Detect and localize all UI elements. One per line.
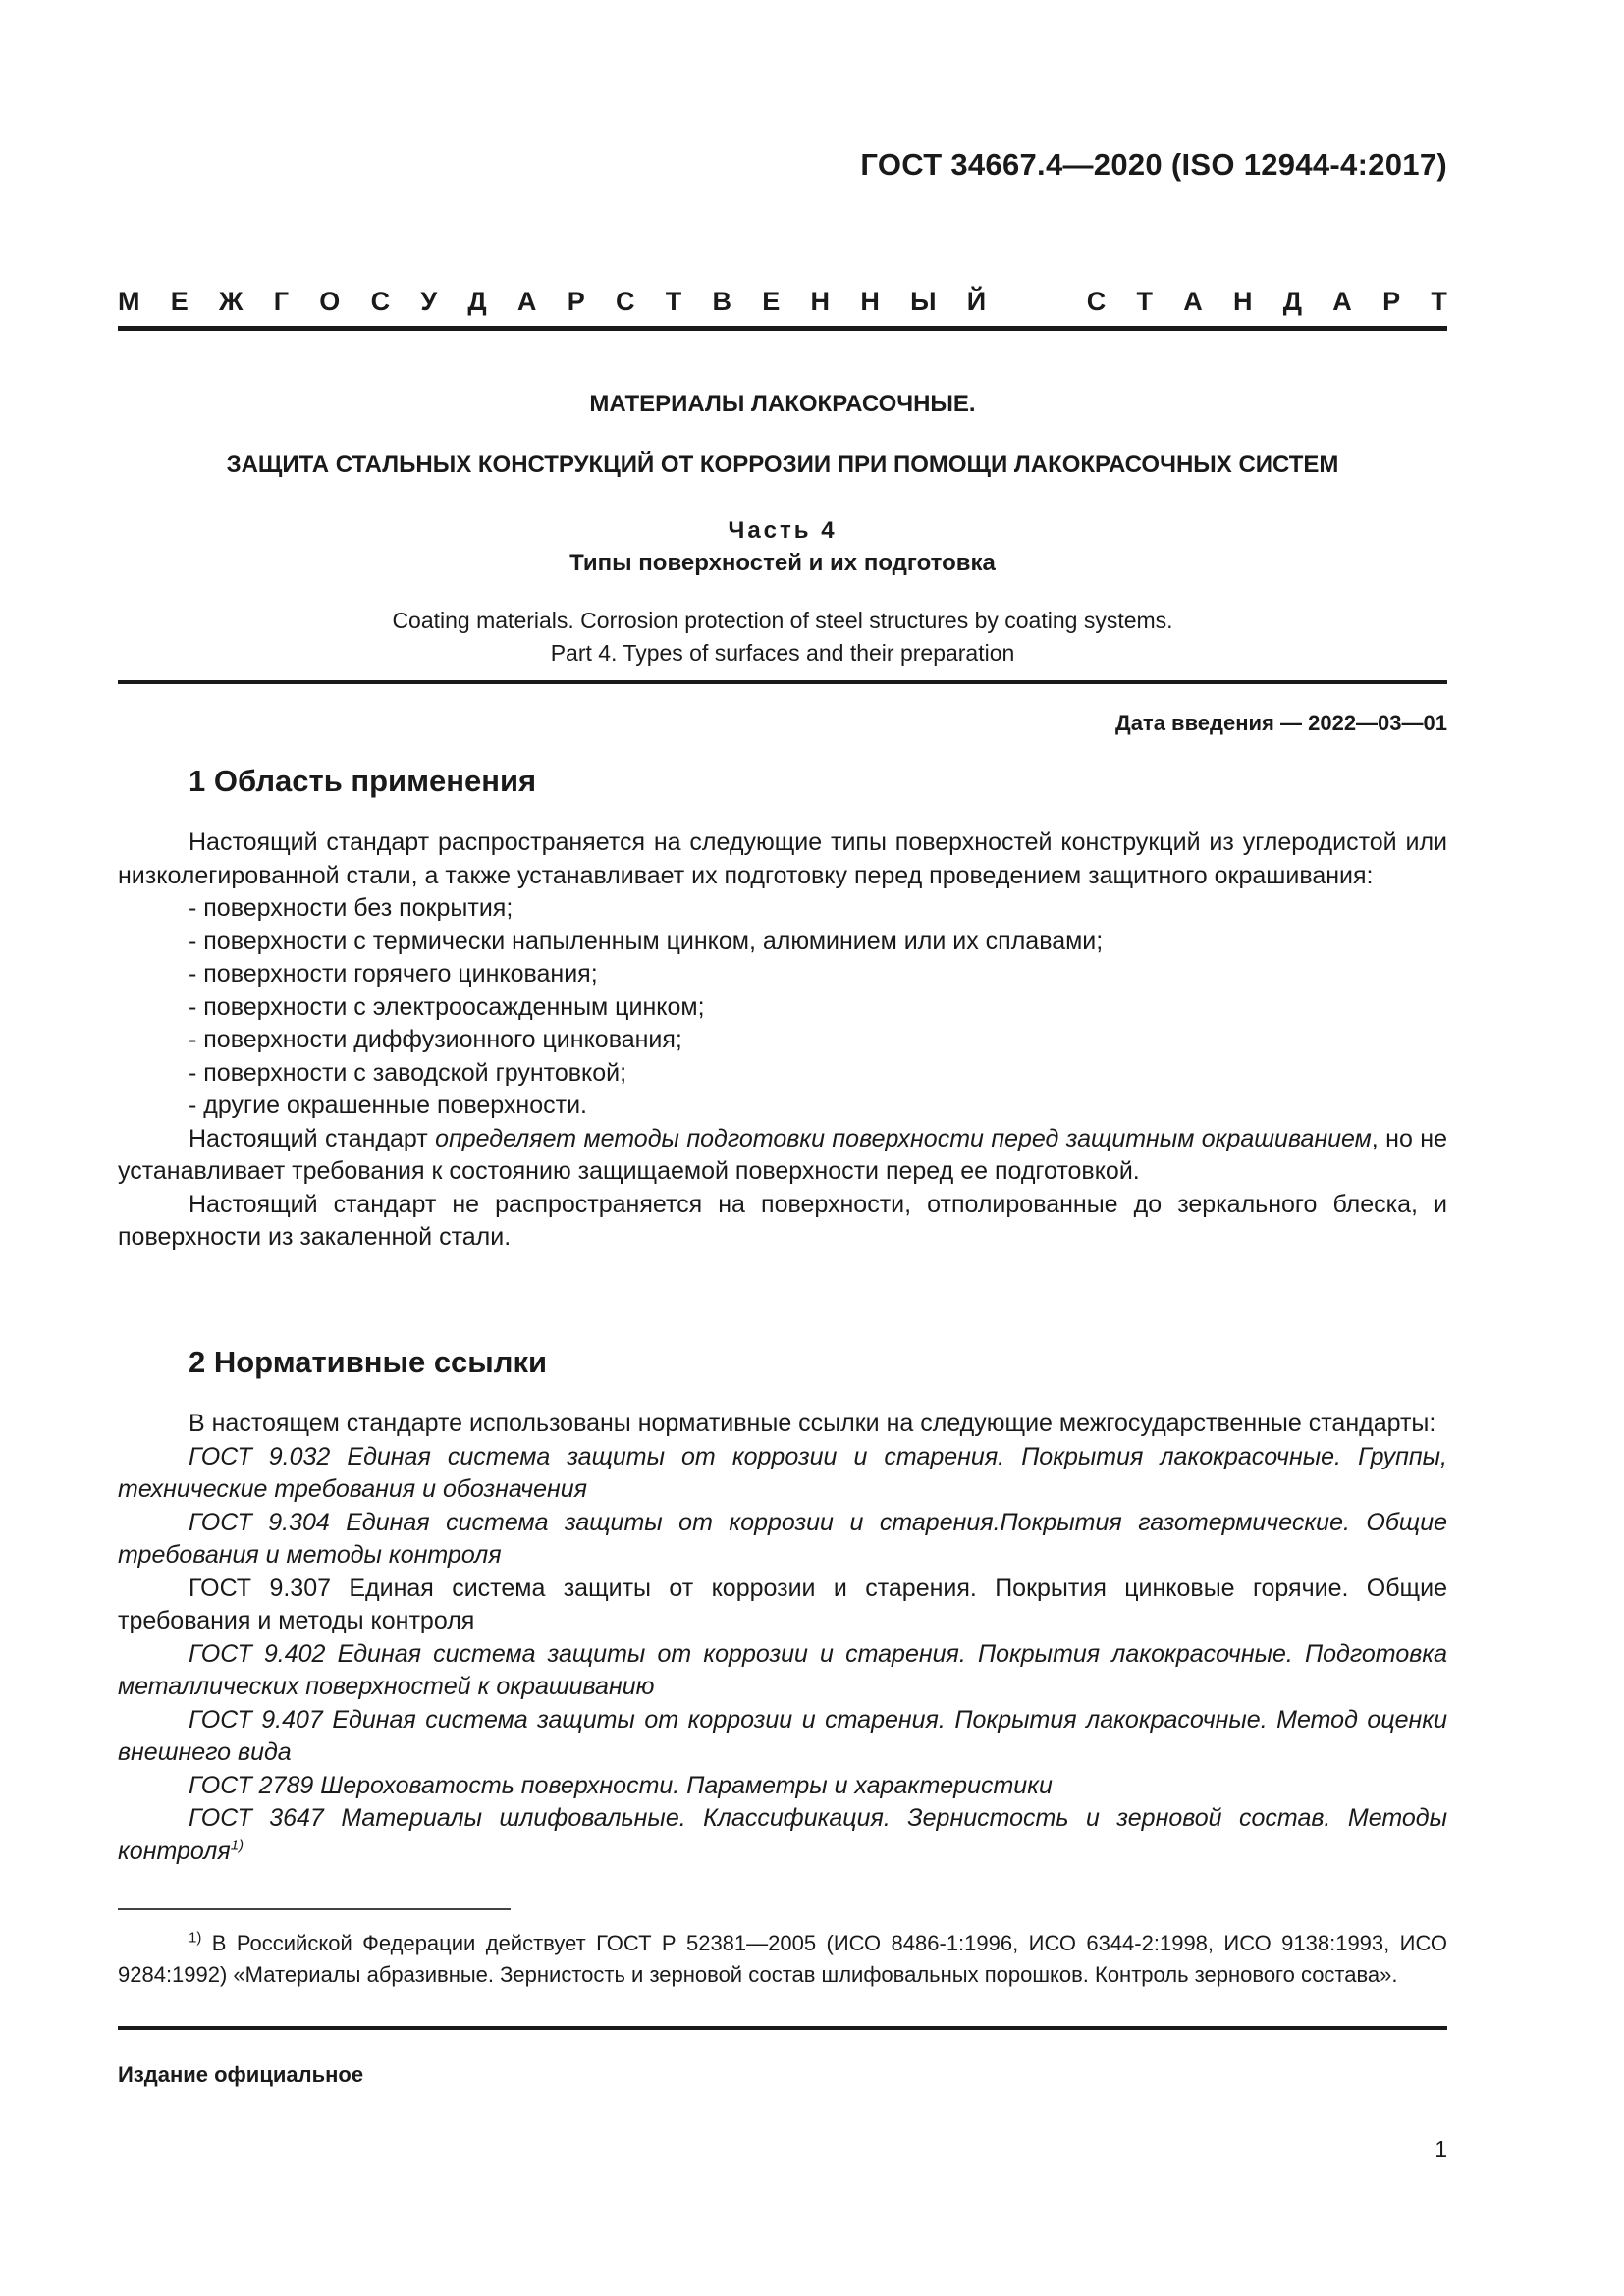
banner-letter: Н xyxy=(1233,287,1253,316)
banner-letter: А xyxy=(516,287,537,316)
standard-code: ГОСТ 34667.4—2020 (ISO 12944-4:2017) xyxy=(860,147,1447,182)
banner-letter: А xyxy=(1332,287,1352,316)
banner-letter: С xyxy=(370,287,391,316)
footnote-text-block xyxy=(118,1928,1447,1991)
list-item: - поверхности с термически напыленным цинком, алюминием или их сплавами; xyxy=(189,927,1104,955)
section-2-heading: 2 Нормативные ссылки xyxy=(189,1345,548,1379)
banner-letter: А xyxy=(1183,287,1203,316)
p2-start: Настоящий стандарт xyxy=(189,1124,436,1152)
banner-letter: Р xyxy=(1382,287,1401,316)
section-1-paragraph-3: Настоящий стандарт не распространяется на поверхности, отполированные до зеркального блеска, и поверхности из закаленной стали. xyxy=(118,1190,1447,1251)
reference-item xyxy=(118,1802,1447,1868)
reference-item: ГОСТ 9.307 Единая система защиты от коррозии и старения. Покрытия цинковые горячие. Общие требования и методы контроля xyxy=(118,1574,1447,1634)
part-label: Часть 4 xyxy=(728,517,838,544)
banner-letter: Т xyxy=(665,287,682,316)
bottom-rule xyxy=(118,2026,1447,2030)
banner-letter: С xyxy=(615,287,635,316)
banner-letter: В xyxy=(712,287,731,316)
english-title-line-1: Coating materials. Corrosion protection of steel structures by coating systems. xyxy=(392,608,1173,633)
banner-rule xyxy=(118,326,1447,331)
footnote-rule xyxy=(118,1908,511,1910)
reference-item: ГОСТ 9.304 Единая система защиты от коррозии и старения.Покрытия газотермические. Общие требования и методы контроля xyxy=(118,1508,1447,1569)
banner-gap xyxy=(1016,287,1056,317)
banner-letter: Т xyxy=(1431,287,1447,316)
banner-letter: Т xyxy=(1136,287,1153,316)
section-1-intro: Настоящий стандарт распространяется на следующие типы поверхностей конструкций из углеродистой или низколегированной стали, а также устанавливает их подготовку перед проведением защитного окрашивания: xyxy=(118,828,1447,889)
banner-letter: У xyxy=(420,287,438,316)
list-item: - поверхности горячего цинкования; xyxy=(189,960,598,988)
reference-item: ГОСТ 9.032 Единая система защиты от коррозии и старения. Покрытия лакокрасочные. Группы, технические требования и обозначения xyxy=(118,1442,1447,1503)
section-1-paragraph-2 xyxy=(118,1123,1447,1189)
section-2-body xyxy=(118,1408,1447,1868)
official-edition-label: Издание официальное xyxy=(118,2062,364,2087)
banner-letter: Е xyxy=(762,287,781,316)
introduction-date: Дата введения — 2022—03—01 xyxy=(1115,711,1447,735)
p2-italic: определяет методы подготовки поверхности перед защитным окрашиванием xyxy=(435,1124,1372,1152)
english-title xyxy=(118,605,1447,669)
list-item: - другие окрашенные поверхности. xyxy=(189,1092,587,1119)
list-item: - поверхности диффузионного цинкования; xyxy=(189,1026,682,1053)
footnote-text: В Российской Федерации действует ГОСТ Р 52381—2005 (ИСО 8486-1:1996, ИСО 6344-2:1998, ИСО 9138:1993, ИСО 9284:1992) «Материалы абразивные. Зернистость и зерновой состав шлифовальных порошков. Контроль зернового состава». xyxy=(118,1931,1447,1987)
interstate-standard-banner xyxy=(118,287,1447,317)
section-2-intro: В настоящем стандарте использованы нормативные ссылки на следующие межгосударственные стандарты: xyxy=(189,1410,1436,1437)
reference-item: ГОСТ 9.402 Единая система защиты от коррозии и старения. Покрытия лакокрасочные. Подготовка металлических поверхностей к окрашиванию xyxy=(118,1639,1447,1700)
banner-letter: Р xyxy=(567,287,585,316)
title-line-2: ЗАЩИТА СТАЛЬНЫХ КОНСТРУКЦИЙ ОТ КОРРОЗИИ ПРИ ПОМОЩИ ЛАКОКРАСОЧНЫХ СИСТЕМ xyxy=(226,452,1339,478)
banner-letter: Е xyxy=(170,287,189,316)
part-subtitle: Типы поверхностей и их подготовка xyxy=(569,550,996,576)
footnote-mark: 1) xyxy=(189,1929,202,1947)
reference-text: ГОСТ 3647 Материалы шлифовальные. Классификация. Зернистость и зерновой состав. Методы контроля xyxy=(118,1804,1447,1865)
list-item: - поверхности с заводской грунтовкой; xyxy=(189,1058,627,1087)
title-line-1: МАТЕРИАЛЫ ЛАКОКРАСОЧНЫЕ. xyxy=(589,391,976,417)
reference-item: ГОСТ 9.407 Единая система защиты от коррозии и старения. Покрытия лакокрасочные. Метод оценки внешнего вида xyxy=(118,1705,1447,1766)
banner-letter: О xyxy=(319,287,341,316)
banner-letter: Н xyxy=(860,287,880,316)
banner-letter: Й xyxy=(966,287,987,316)
english-title-line-2: Part 4. Types of surfaces and their preparation xyxy=(550,640,1015,666)
banner-letter: М xyxy=(118,287,140,316)
list-item: - поверхности с электроосажденным цинком; xyxy=(189,992,705,1021)
banner-letter: Н xyxy=(810,287,831,316)
banner-letter: Д xyxy=(467,287,487,316)
banner-letter: Д xyxy=(1282,287,1303,316)
section-1-body xyxy=(118,827,1447,1255)
banner-letter: С xyxy=(1086,287,1107,316)
footnote-reference-mark: 1) xyxy=(230,1837,244,1854)
title-rule xyxy=(118,680,1447,684)
p2-end: , но не устанавливает требования к состоянию защищаемой поверхности перед ее подготовкой. xyxy=(118,1124,1447,1185)
banner-letter: Ж xyxy=(219,287,244,316)
banner-letter: Г xyxy=(273,287,290,316)
page-number: 1 xyxy=(1435,2136,1447,2162)
reference-item: ГОСТ 2789 Шероховатость поверхности. Параметры и характеристики xyxy=(189,1771,1053,1799)
footnote xyxy=(118,1928,1447,1991)
banner-letter: Ы xyxy=(910,287,937,316)
section-1-heading: 1 Область применения xyxy=(189,764,537,798)
list-item: - поверхности без покрытия; xyxy=(189,894,514,922)
